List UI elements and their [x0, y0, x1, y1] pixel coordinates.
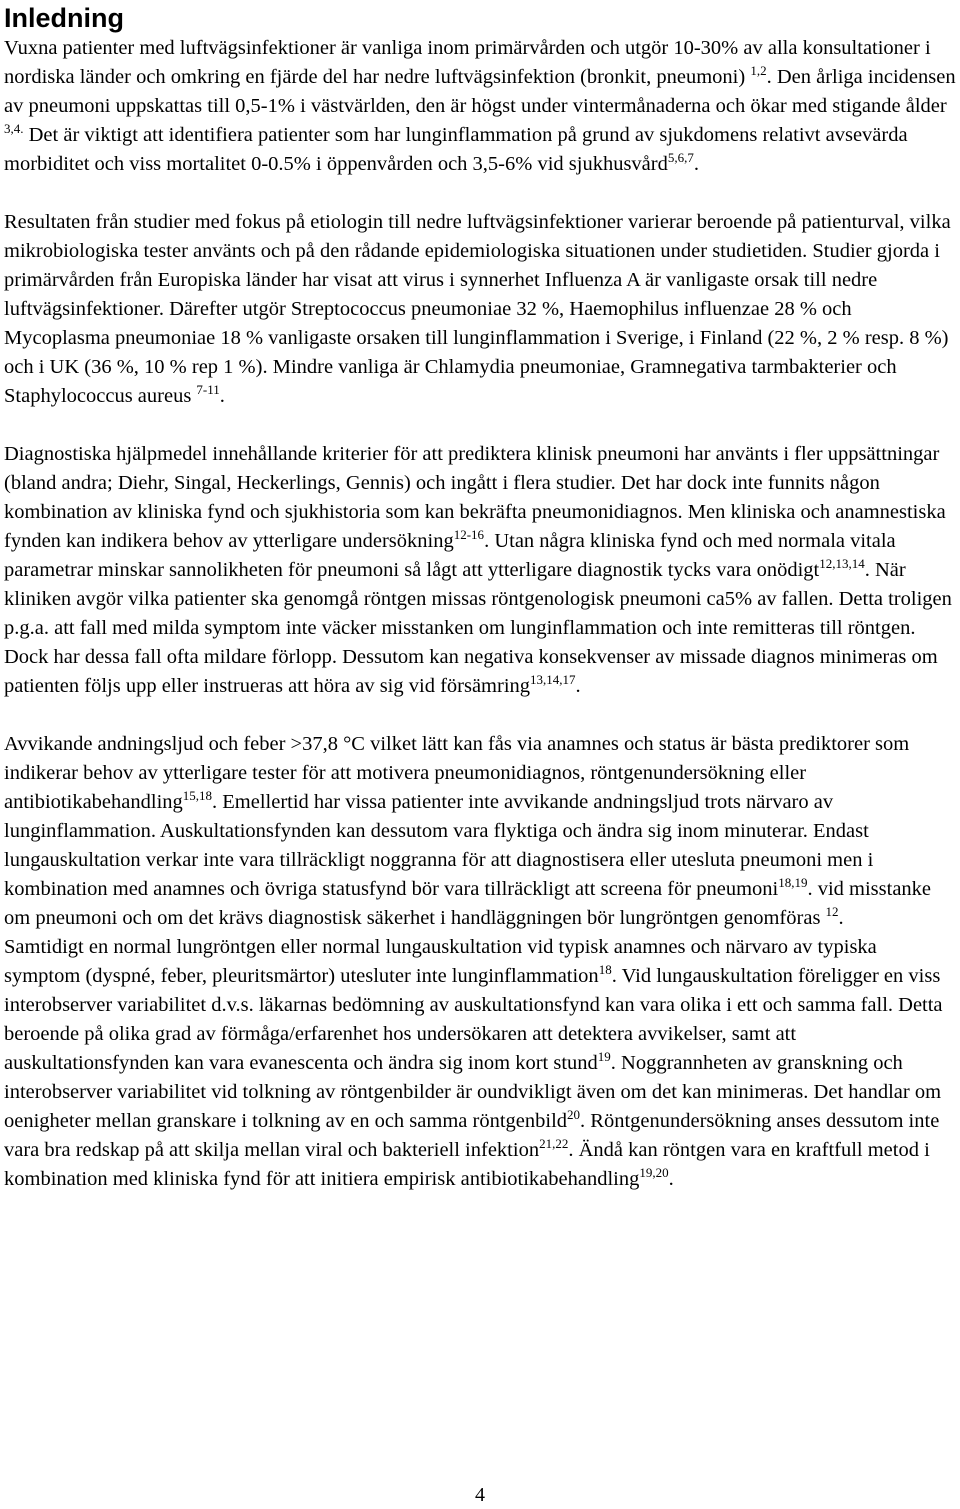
p4-citation-1: 15,18 — [182, 788, 213, 803]
p1-text-4: . — [693, 153, 699, 175]
p4-citation-3: 12 — [825, 904, 839, 919]
p5-citation-1: 18 — [598, 962, 612, 977]
paragraph-5 — [4, 933, 956, 1194]
p5-text-2: . Vid lungauskultation föreligger en viss interobserver variabilitet d.v.s. läkarnas bedömning av auskultationsfynd kan vara olika i ett och samma fall. Detta beroende på olika grad av förmåga/erfarenhet hos undersökaren att detektera avvikelser, samt att auskultationsfynden kan vara evanescenta och ändra sig inom kort stund — [4, 965, 943, 1074]
p3-citation-2: 12,13,14 — [819, 556, 865, 571]
p4-citation-2: 18,19 — [778, 875, 808, 890]
p2-text-1: Resultaten från studier med fokus på etiologin till nedre luftvägsinfektioner varierar beroende på patienturval, vilka mikrobiologiska tester använts och på den rådande epidemiologiska situationen under studietiden. Studier gjorda i primärvården från Europiska länder har visat att virus i synnerhet Influenza A är vanligaste orsak till nedre luftvägsinfektioner. Därefter utgör Streptococcus pneumoniae 32 %, Haemophilus influenzae 28 % och Mycoplasma pneumoniae 18 % vanligaste orsaken till lunginflammation i Sverige, i Finland (22 %, 2 % resp. 8 %) och i UK (36 %, 10 % rep 1 %). Mindre vanliga är Chlamydia pneumoniae, Gramnegativa tarmbakterier och Staphylococcus aureus — [4, 211, 951, 407]
p1-citation-3: 5,6,7 — [667, 150, 694, 165]
p3-text-2: . Utan några kliniska fynd och med normala vitala parametrar minskar sannolikheten för pneumoni så lågt att ytterligare diagnostik tycks vara onödigt — [4, 530, 896, 581]
p5-text-1: Samtidigt en normal lungröntgen eller normal lungauskultation vid typisk anamnes och närvaro av typiska symptom (dyspné, feber, pleuritsmärtor) utesluter inte lunginflammation — [4, 936, 877, 987]
p3-text-4: . — [575, 675, 581, 697]
p1-text-2: . Den årliga incidensen av pneumoni uppskattas till 0,5-1% i västvärlden, den är högst under vintermånaderna och ökar med stigande ålder — [4, 66, 956, 117]
p3-citation-1: 12-16 — [453, 527, 485, 542]
p5-citation-2: 19 — [597, 1049, 611, 1064]
p3-text-1: Diagnostiska hjälpmedel innehållande kriterier för att prediktera klinisk pneumoni har använts i fler uppsättningar (bland andra; Diehr, Singal, Heckerlings, Gennis) och ingått i flera studier. Det har dock inte funnits någon kombination av kliniska fynd och sjukhistoria som kan bekräfta pneumonidiagnos. Men kliniska och anamnestiska fynden kan indikera behov av ytterligare undersökning — [4, 443, 946, 552]
p5-text-6: . — [668, 1168, 674, 1190]
p5-citation-5: 19,20 — [639, 1165, 669, 1180]
p5-text-5: . Ändå kan röntgen vara en kraftfull metod i kombination med kliniska fynd för att initiera empirisk antibiotikabehandling — [4, 1139, 930, 1190]
p1-text-3: Det är viktigt att identifiera patienter som har lunginflammation på grund av sjukdomens relativt avsevärda morbiditet och viss mortalitet 0-0.5% i öppenvården och 3,5-6% vid sjukhusvård — [4, 124, 908, 175]
page-number: 4 — [475, 1484, 485, 1506]
p2-citation-1: 7-11 — [196, 382, 220, 397]
paragraph-1 — [4, 34, 956, 179]
p2-text-2: . — [219, 385, 225, 407]
p3-text-3: . När kliniken avgör vilka patienter ska genomgå röntgen missas röntgenologisk pneumoni ca5% av fallen. Detta troligen p.g.a. att fall med milda symptom inte väcker misstanken om lunginflammation och inte remitteras till röntgen. Dock har dessa fall ofta mildare förlopp. Dessutom kan negativa konsekvenser av missade diagnos minimeras om patienten följs upp eller instrueras att höra av sig vid försämring — [4, 559, 952, 697]
p4-text-1: Avvikande andningsljud och feber >37,8 °C vilket lätt kan fås via anamnes och status är bästa prediktorer som indikerar behov av ytterligare tester för att motivera pneumonidiagnos, röntgenundersökning eller antibiotikabehandling — [4, 733, 910, 813]
p1-text-1: Vuxna patienter med luftvägsinfektioner är vanliga inom primärvården och utgör 10-30% av alla konsultationer i nordiska länder och omkring en fjärde del har nedre luftvägsinfektion (bronkit, pneumoni) — [4, 37, 931, 88]
p5-text-3: . Noggrannheten av granskning och interobserver variabilitet vid tolkning av röntgenbilder är oundvikligt även om det kan minimeras. Det handlar om oenigheter mellan granskare i tolkning av en och samma röntgenbild — [4, 1052, 942, 1132]
p5-citation-4: 21,22 — [539, 1136, 569, 1151]
document-page — [4, 0, 956, 1194]
paragraph-4 — [4, 730, 956, 933]
paragraph-2 — [4, 208, 956, 411]
p4-text-4: . — [838, 907, 844, 929]
p5-text-4: . Röntgenundersökning anses dessutom inte vara bra redskap på att skilja mellan viral och bakteriell infektion — [4, 1110, 940, 1161]
p4-text-3: . vid misstanke om pneumoni och om det krävs diagnostisk säkerhet i handläggningen bör lungröntgen genomföras — [4, 878, 932, 929]
p3-citation-3: 13,14,17 — [530, 672, 576, 687]
p5-citation-3: 20 — [567, 1107, 581, 1122]
p1-citation-2: 3,4. — [4, 121, 24, 136]
p1-citation-1: 1,2 — [750, 63, 767, 78]
section-heading: Inledning — [4, 3, 124, 33]
paragraph-3 — [4, 440, 956, 701]
p4-text-2: . Emellertid har vissa patienter inte avvikande andningsljud trots närvaro av lunginflammation. Auskultationsfynden kan dessutom vara flyktiga och ändra sig inom minuterar. Endast lungauskultation verkar inte vara tillräckligt noggranna för att diagnostisera eller utesluta pneumoni men i kombination med anamnes och övriga statusfynd bör vara tillräckligt att screena för pneumoni — [4, 791, 874, 900]
